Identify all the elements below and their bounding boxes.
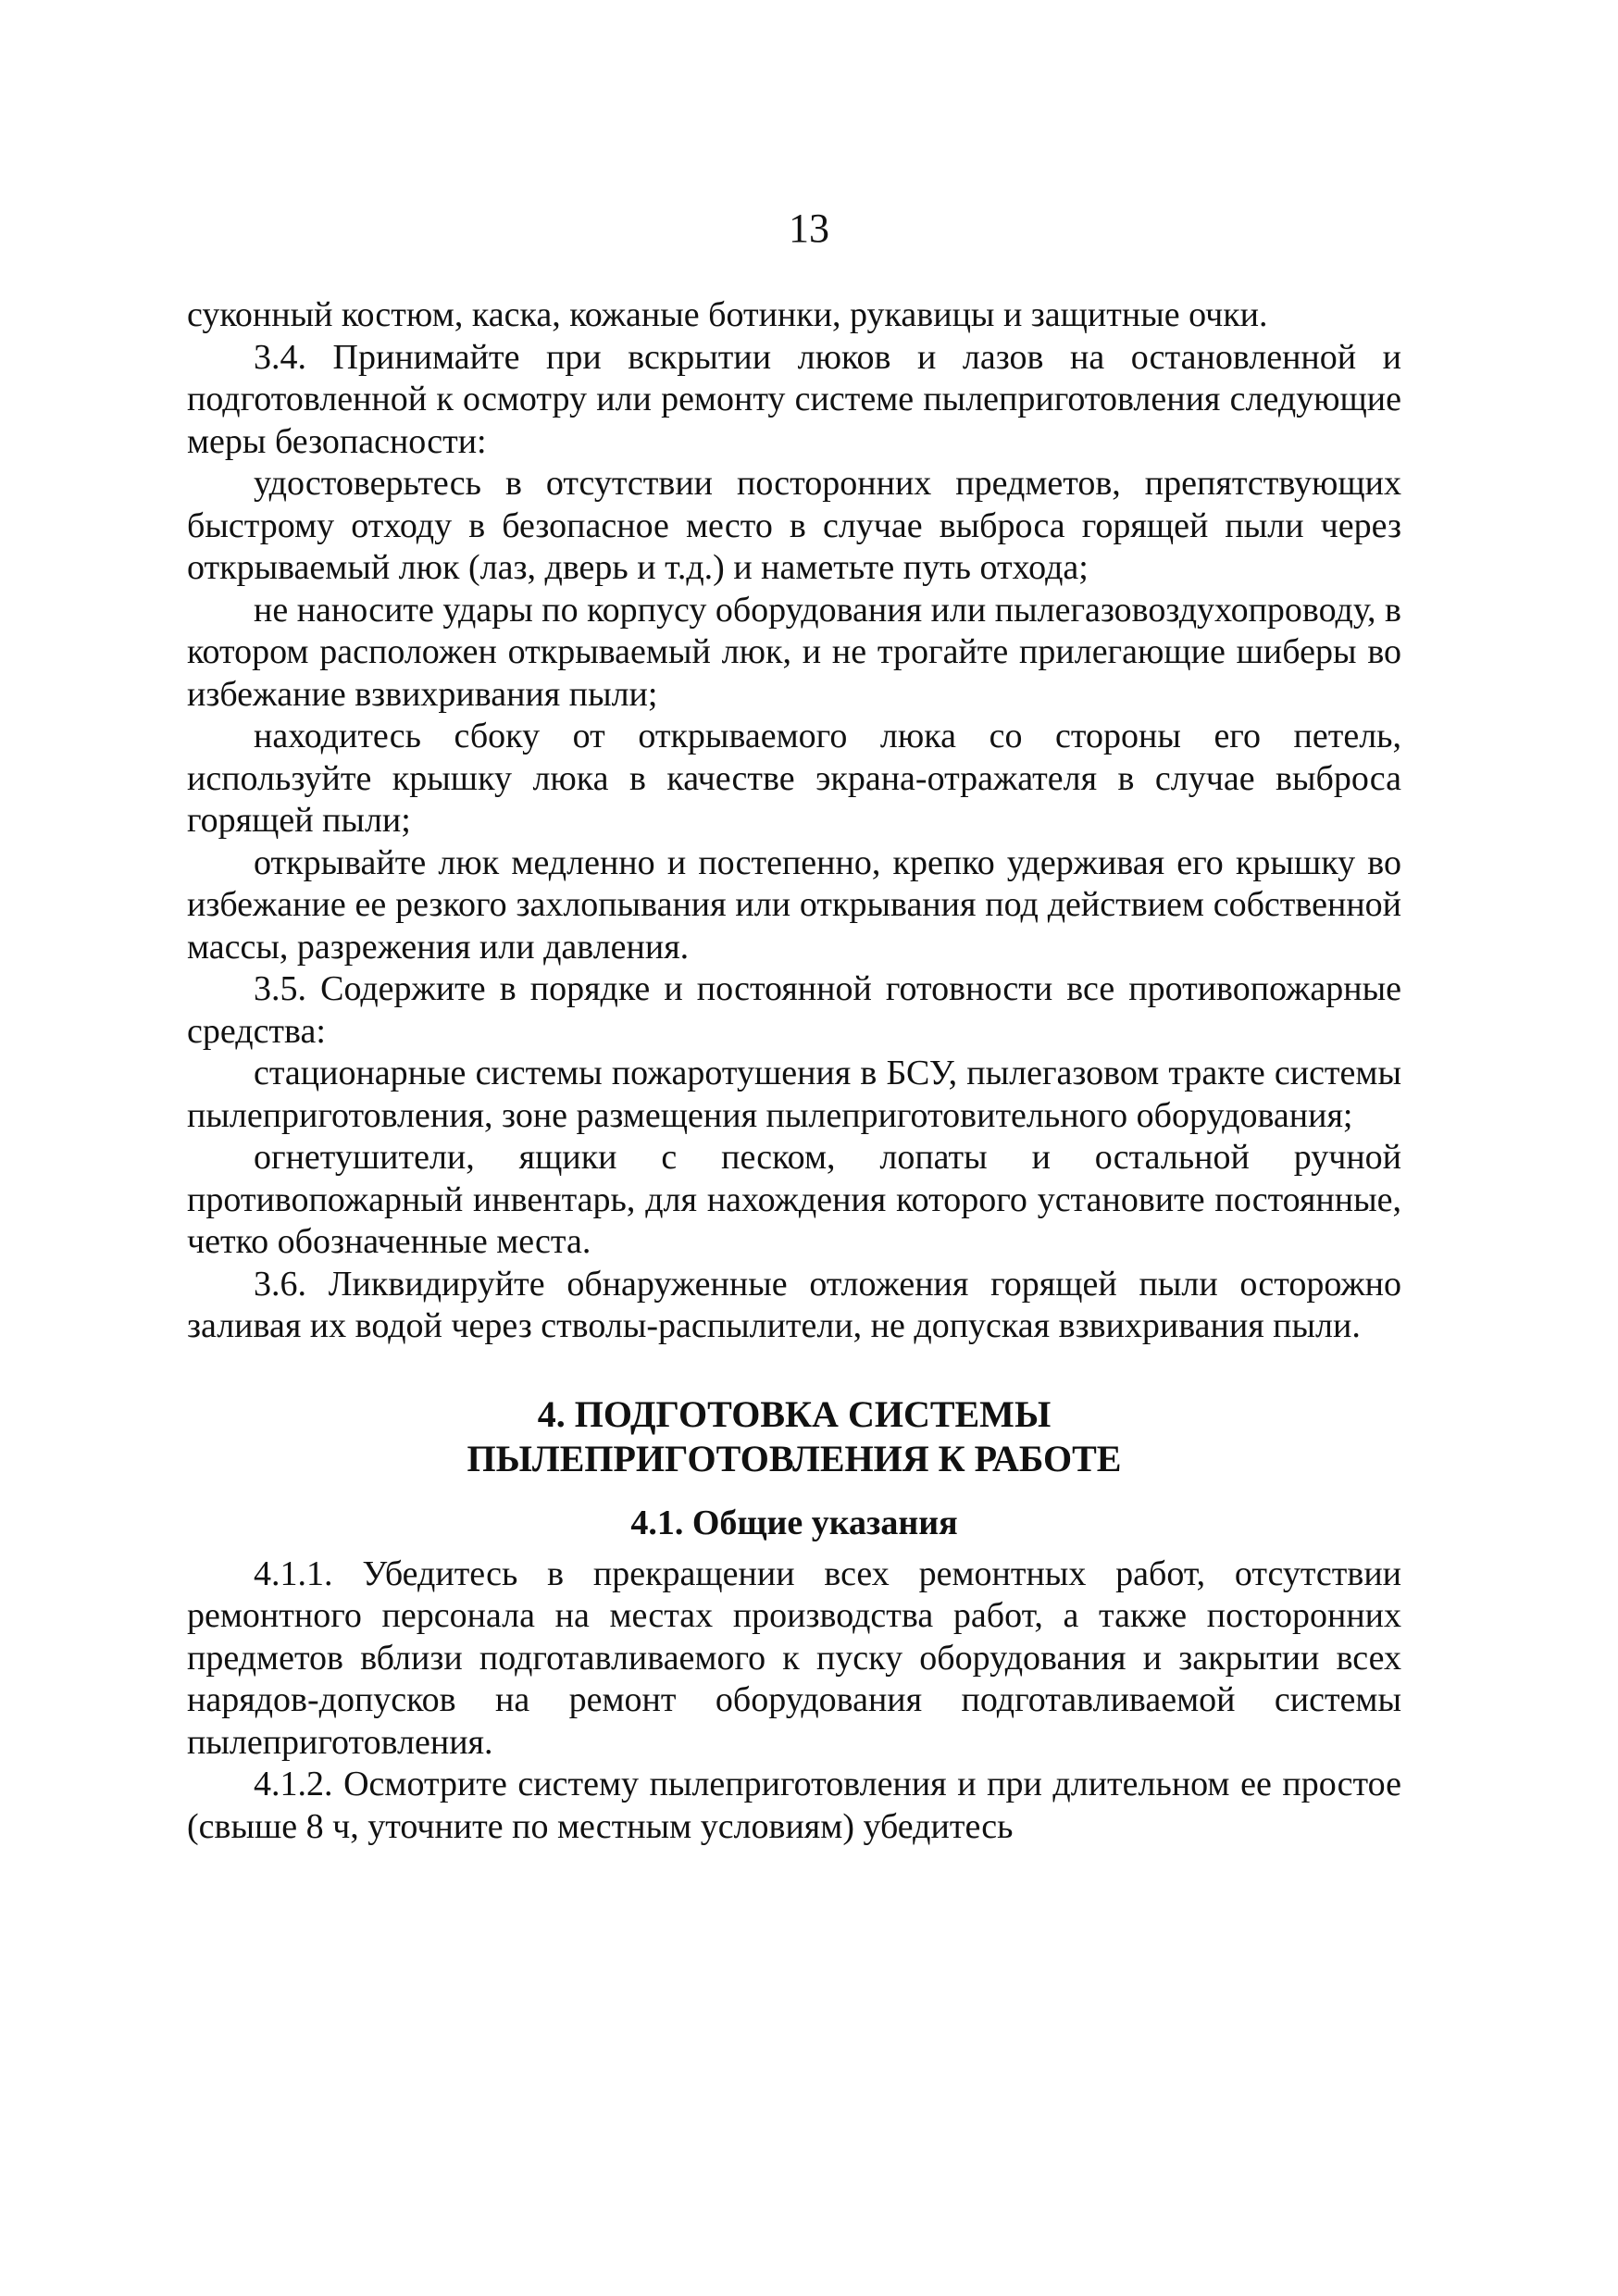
paragraph-4-1-2: 4.1.2. Осмотрите систему пылеприготовления и при длительном ее простое (свыше 8 ч, уточните по местным условиям) убедитесь [187,1765,1401,1846]
paragraph-3-4: 3.4. Принимайте при вскрытии люков и лазов на остановленной и подготовленной к осмотру или ремонту системе пылеприготовления следующие меры безопасности: [187,337,1401,461]
paragraph-3-4-item-2: не наносите удары по корпусу оборудования или пылегазовоздухопроводу, в котором расположен открываемый люк, и не трогайте прилегающие шиберы во избежание взвихривания пыли; [187,590,1401,714]
section-heading-line-1: 4. ПОДГОТОВКА СИСТЕМЫ [537,1392,1052,1435]
page-number: 13 [789,206,829,251]
paragraph-3-6: 3.6. Ликвидируйте обнаруженные отложения горящей пыли осторожно заливая их водой через стволы-распылители, не допуская взвихривания пыли. [187,1264,1401,1345]
subsection-heading: 4.1. Общие указания [630,1503,958,1542]
paragraph-3-4-item-1: удостоверьтесь в отсутствии посторонних предметов, препятствующих быстрому отходу в безопасное место в случае выброса горящей пыли через открываемый люк (лаз, дверь и т.д.) и наметьте путь отхода; [187,464,1401,587]
page-body [187,294,1401,1848]
section-heading [187,1392,1401,1481]
paragraph-continuation: суконный костюм, каска, кожаные ботинки, рукавицы и защитные очки. [187,295,1268,334]
paragraph-3-4-item-4: открывайте люк медленно и постепенно, крепко удерживая его крышку во избежание ее резкого захлопывания или открывания под действием собственной массы, разрежения или давления. [187,842,1401,967]
paragraph-3-4-item-3: находитесь сбоку от открываемого люка со стороны его петель, используйте крышку люка в качестве экрана-отражателя в случае выброса горящей пыли; [187,717,1401,840]
paragraph-4-1-1: 4.1.1. Убедитесь в прекращении всех ремонтных работ, отсутствии ремонтного персонала на местах производства работ, а также посторонних предметов вблизи подготавливаемого к пуску оборудования и закрытии всех нарядов-допусков на ремонт оборудования подготавливаемой системы пылеприготовления. [187,1554,1401,1762]
paragraph-3-5-item-1: стационарные системы пожаротушения в БСУ, пылегазовом тракте системы пылеприготовления, зоне размещения пылеприготовительного оборудования; [187,1054,1401,1135]
paragraph-3-5-item-2: огнетушители, ящики с песком, лопаты и остальной ручной противопожарный инвентарь, для нахождения которого установите постоянные, четко обозначенные места. [187,1138,1401,1261]
paragraph-3-5: 3.5. Содержите в порядке и постоянной готовности все противопожарные средства: [187,969,1401,1051]
section-heading-line-2: ПЫЛЕПРИГОТОВЛЕНИЯ К РАБОТЕ [467,1437,1122,1479]
